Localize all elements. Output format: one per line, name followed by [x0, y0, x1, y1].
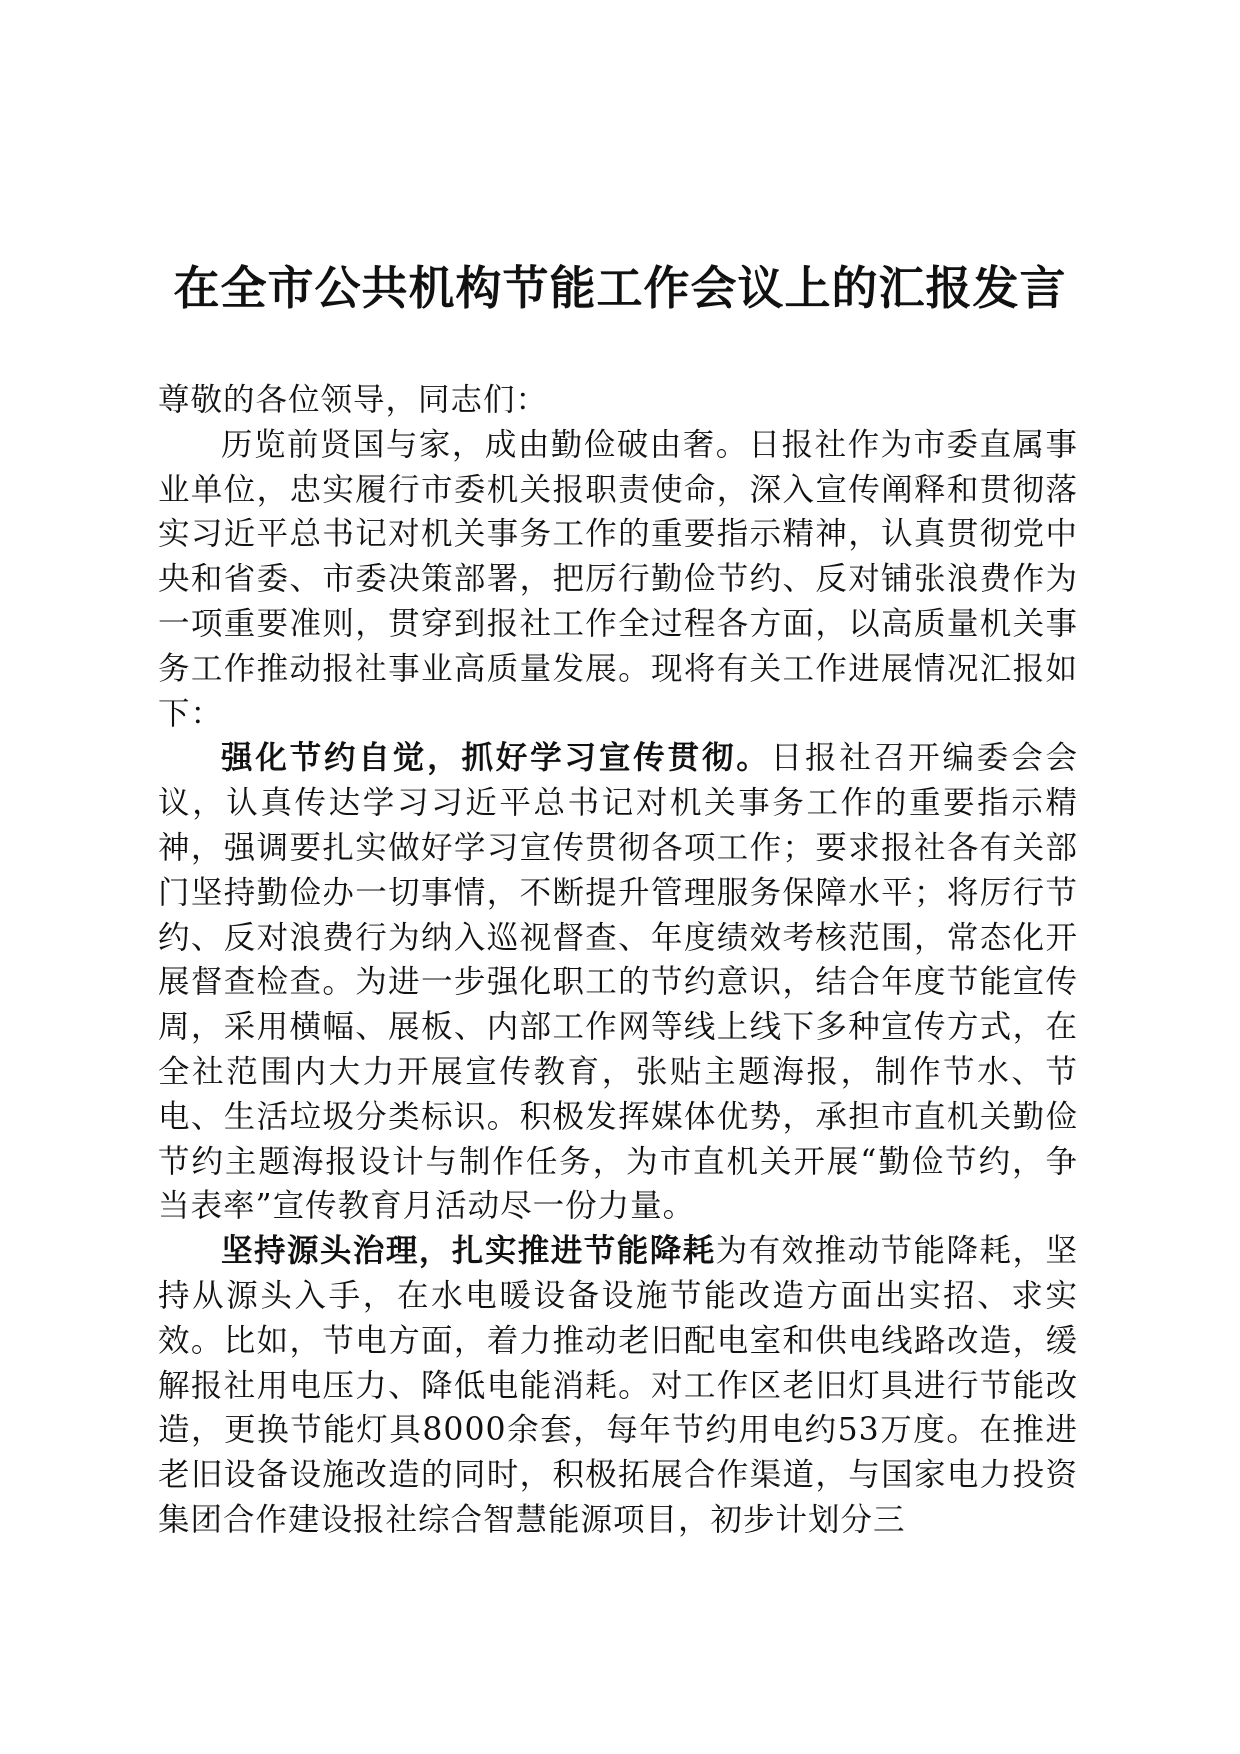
paragraph-text: 日报社召开编委会会议，认真传达学习习近平总书记对机关事务工作的重要指示精神，强调要扎实做好学习宣传贯彻各项工作；要求报社各有关部门坚持勤俭办一切事情，不断提升管理服务保障水平；将厉行节约、反对浪费行为纳入巡视督查、年度绩效考核范围，常态化开展督查检查。为进一步强化职工的节约意识，结合年度节能宣传周，采用横幅、展板、内部工作网等线上线下多种宣传方式，在全社范围内大力开展宣传教育，张贴主题海报，制作节水、节电、生活垃圾分类标识。积极发挥媒体优势，承担市直机关勤俭节约主题海报设计与制作任务，为市直机关开展“勤俭节约，争当表率”宣传教育月活动尽一份力量。 — [158, 740, 1078, 1225]
document-title: 在全市公共机构节能工作会议上的汇报发言 — [173, 261, 1067, 315]
intro-paragraph — [158, 423, 1078, 737]
section-heading: 强化节约自觉，抓好学习宣传贯彻。 — [221, 739, 771, 777]
document-body — [158, 378, 1078, 1543]
paragraph-text: 历览前贤国与家，成由勤俭破由奢。日报社作为市委直属事业单位，忠实履行市委机关报职责使命，深入宣传阐释和贯彻落实习近平总书记对机关事务工作的重要指示精神，认真贯彻党中央和省委、市委决策部署，把厉行勤俭节约、反对铺张浪费作为一项重要准则，贯穿到报社工作全过程各方面，以高质量机关事务工作推动报社事业高质量发展。现将有关工作进展情况汇报如下： — [158, 426, 1078, 732]
salutation: 尊敬的各位领导，同志们： — [158, 382, 549, 418]
section-heading: 坚持源头治理，扎实推进节能降耗 — [221, 1232, 716, 1270]
section-paragraph-1 — [158, 736, 1078, 1229]
section-paragraph-2 — [158, 1229, 1078, 1543]
paragraph-text: 为有效推动节能降耗，坚持从源头入手，在水电暖设备设施节能改造方面出实招、求实效。比如，节电方面，着力推动老旧配电室和供电线路改造，缓解报社用电压力、降低电能消耗。对工作区老旧灯具进行节能改造，更换节能灯具8000余套，每年节约用电约53万度。在推进老旧设备设施改造的同时，积极拓展合作渠道，与国家电力投资集团合作建设报社综合智慧能源项目，初步计划分三 — [158, 1233, 1078, 1538]
